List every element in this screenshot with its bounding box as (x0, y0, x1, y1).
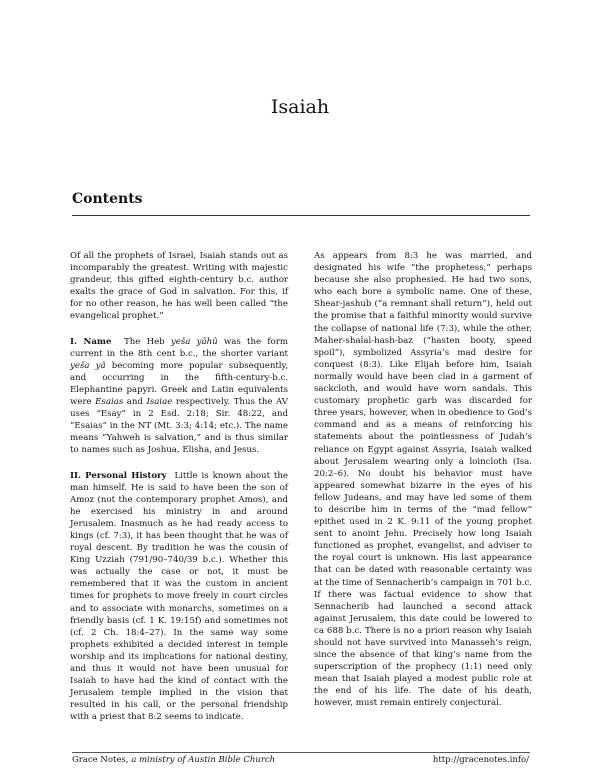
intro-text: Of all the prophets of Israel, Isaiah stands out as incomparably the greatest. Writing with majestic grandeur, this gifted eighth-century b.c. author exalts the grace of God in salvation. For this, if for no other reason, he has well been called “the evangelical prophet.” (70, 251, 288, 322)
name-text: becoming more popular subsequently, and occurring in the fifth-century-b.c. Elephantine papyri. Greek and Latin equivalents were (70, 360, 289, 408)
name-text: The Heb (123, 336, 171, 347)
footer-tagline: a ministry of Austin Bible Church (131, 755, 276, 765)
footer-attribution (72, 755, 275, 765)
history-section (70, 470, 288, 724)
history-continued (314, 250, 532, 710)
contents-heading: Contents (72, 191, 143, 207)
history-text: Little is known about the man himself. He is said to have been the son of Amoz (not the contemporary prophet Amos), and he exercised his ministry in and around Jerusalem. Inasmuch as he had ready access to kings (cf. 7:3), it has been thought that he was of royal descent. By tradition he was the cousin of King Uzziah (791/90–740/39 b.c.). Whether this was actually the case or not, it must be remembered that it was the custom in ancient times for prophets to move freely in court circles and to associate with monarchs, sometimes on a friendly basis (cf. 1 K. 19:15f) and sometimes not (cf. 2 Ch. 18:4–27). In the same way some prophets exhibited a decided interest in temple worship and its implications for national destiny, and thus it would not have been unusual for Isaiah to have had the kind of contact with the Jerusalem temple implied in the vision that resulted in his call, or the personal friendship with a priest that 8:2 seems to indicate. (70, 470, 289, 723)
left-column (70, 250, 288, 723)
intro-paragraph (70, 250, 288, 323)
history-text-continued: As appears from 8:3 he was married, and designated his wife “the prophetess,” perhaps because she also prophesied. He had two sons, who each bore a symbolic name. One of these, Shear-jashub (“a remnant shall return”), held out the promise that a faithful minority would survive the collapse of national life (7:3), while the other, Maher-shalal-hash-baz (“hasten booty, speed spoil”), symbolized Assyria’s mad desire for conquest (8:3). Like Elijah before him, Isaiah normally would have been clad in a garment of sackcloth, and would have worn sandals. This customary prophetic garb was discarded for three years, however, when in obedience to God’s command and as a means of reinforcing his statements about the pointlessness of Judah’s reliance on Egypt against Assyria, Isaiah walked about Jerusalem wearing only a loincloth (Isa. 20:2–6). No doubt his behavior must have appeared somewhat bizarre in the eyes of his fellow Judeans, and may have led some of them to describe him in terms of the “mad fellow” epithet used in 2 K. 9:11 of the young prophet sent to anoint Jehu. Precisely how long Isaiah functioned as prophet, evangelist, and adviser to the royal court is unknown. His last appearance that can be dated with reasonable certainty was at the time of Sennacherib’s campaign in 701 b.c. If there was factual evidence to show that Sennacherib had launched a second attack against Jerusalem, this date could be lowered to ca 688 b.c. There is no a priori reason why Isaiah should not have survived into Manasseh’s reign, since the absence of that king’s name from the superscription of the prophecy (1:1) need only mean that Isaiah played a modest public role at the end of his life. The date of his death, however, must remain entirely conjectural. (314, 251, 532, 709)
name-section-heading: I. Name (70, 336, 112, 347)
history-section-heading: II. Personal History (70, 470, 167, 481)
right-column (314, 250, 532, 710)
name-text: and (123, 397, 147, 408)
name-text: respectively. Thus the AV uses “Esay” in 2 Esd. 2:18; Sir. 48:22, and “Esaias” in the NT (Mt. 3:3; 4:14; etc.). The name means “Yahweh is salvation,” and is thus similar to names such as Joshua, Elisha, and Jesus. (70, 397, 288, 456)
hebrew-name-short: yeša yâ (70, 360, 106, 371)
page-title: Isaiah (270, 96, 330, 118)
greek-name: Esaias (95, 397, 124, 408)
footer-url-link[interactable]: http://gracenotes.info/ (432, 755, 529, 765)
latin-name: Isaiae (146, 397, 173, 408)
footer-divider (72, 752, 530, 753)
footer-org: Grace Notes, (72, 755, 132, 765)
name-text: was the form current in the 8th cent b.c., the shorter variant (70, 336, 288, 359)
heading-divider (72, 215, 530, 216)
name-section (70, 336, 288, 457)
hebrew-name-long: yeša yāhû (170, 336, 218, 347)
